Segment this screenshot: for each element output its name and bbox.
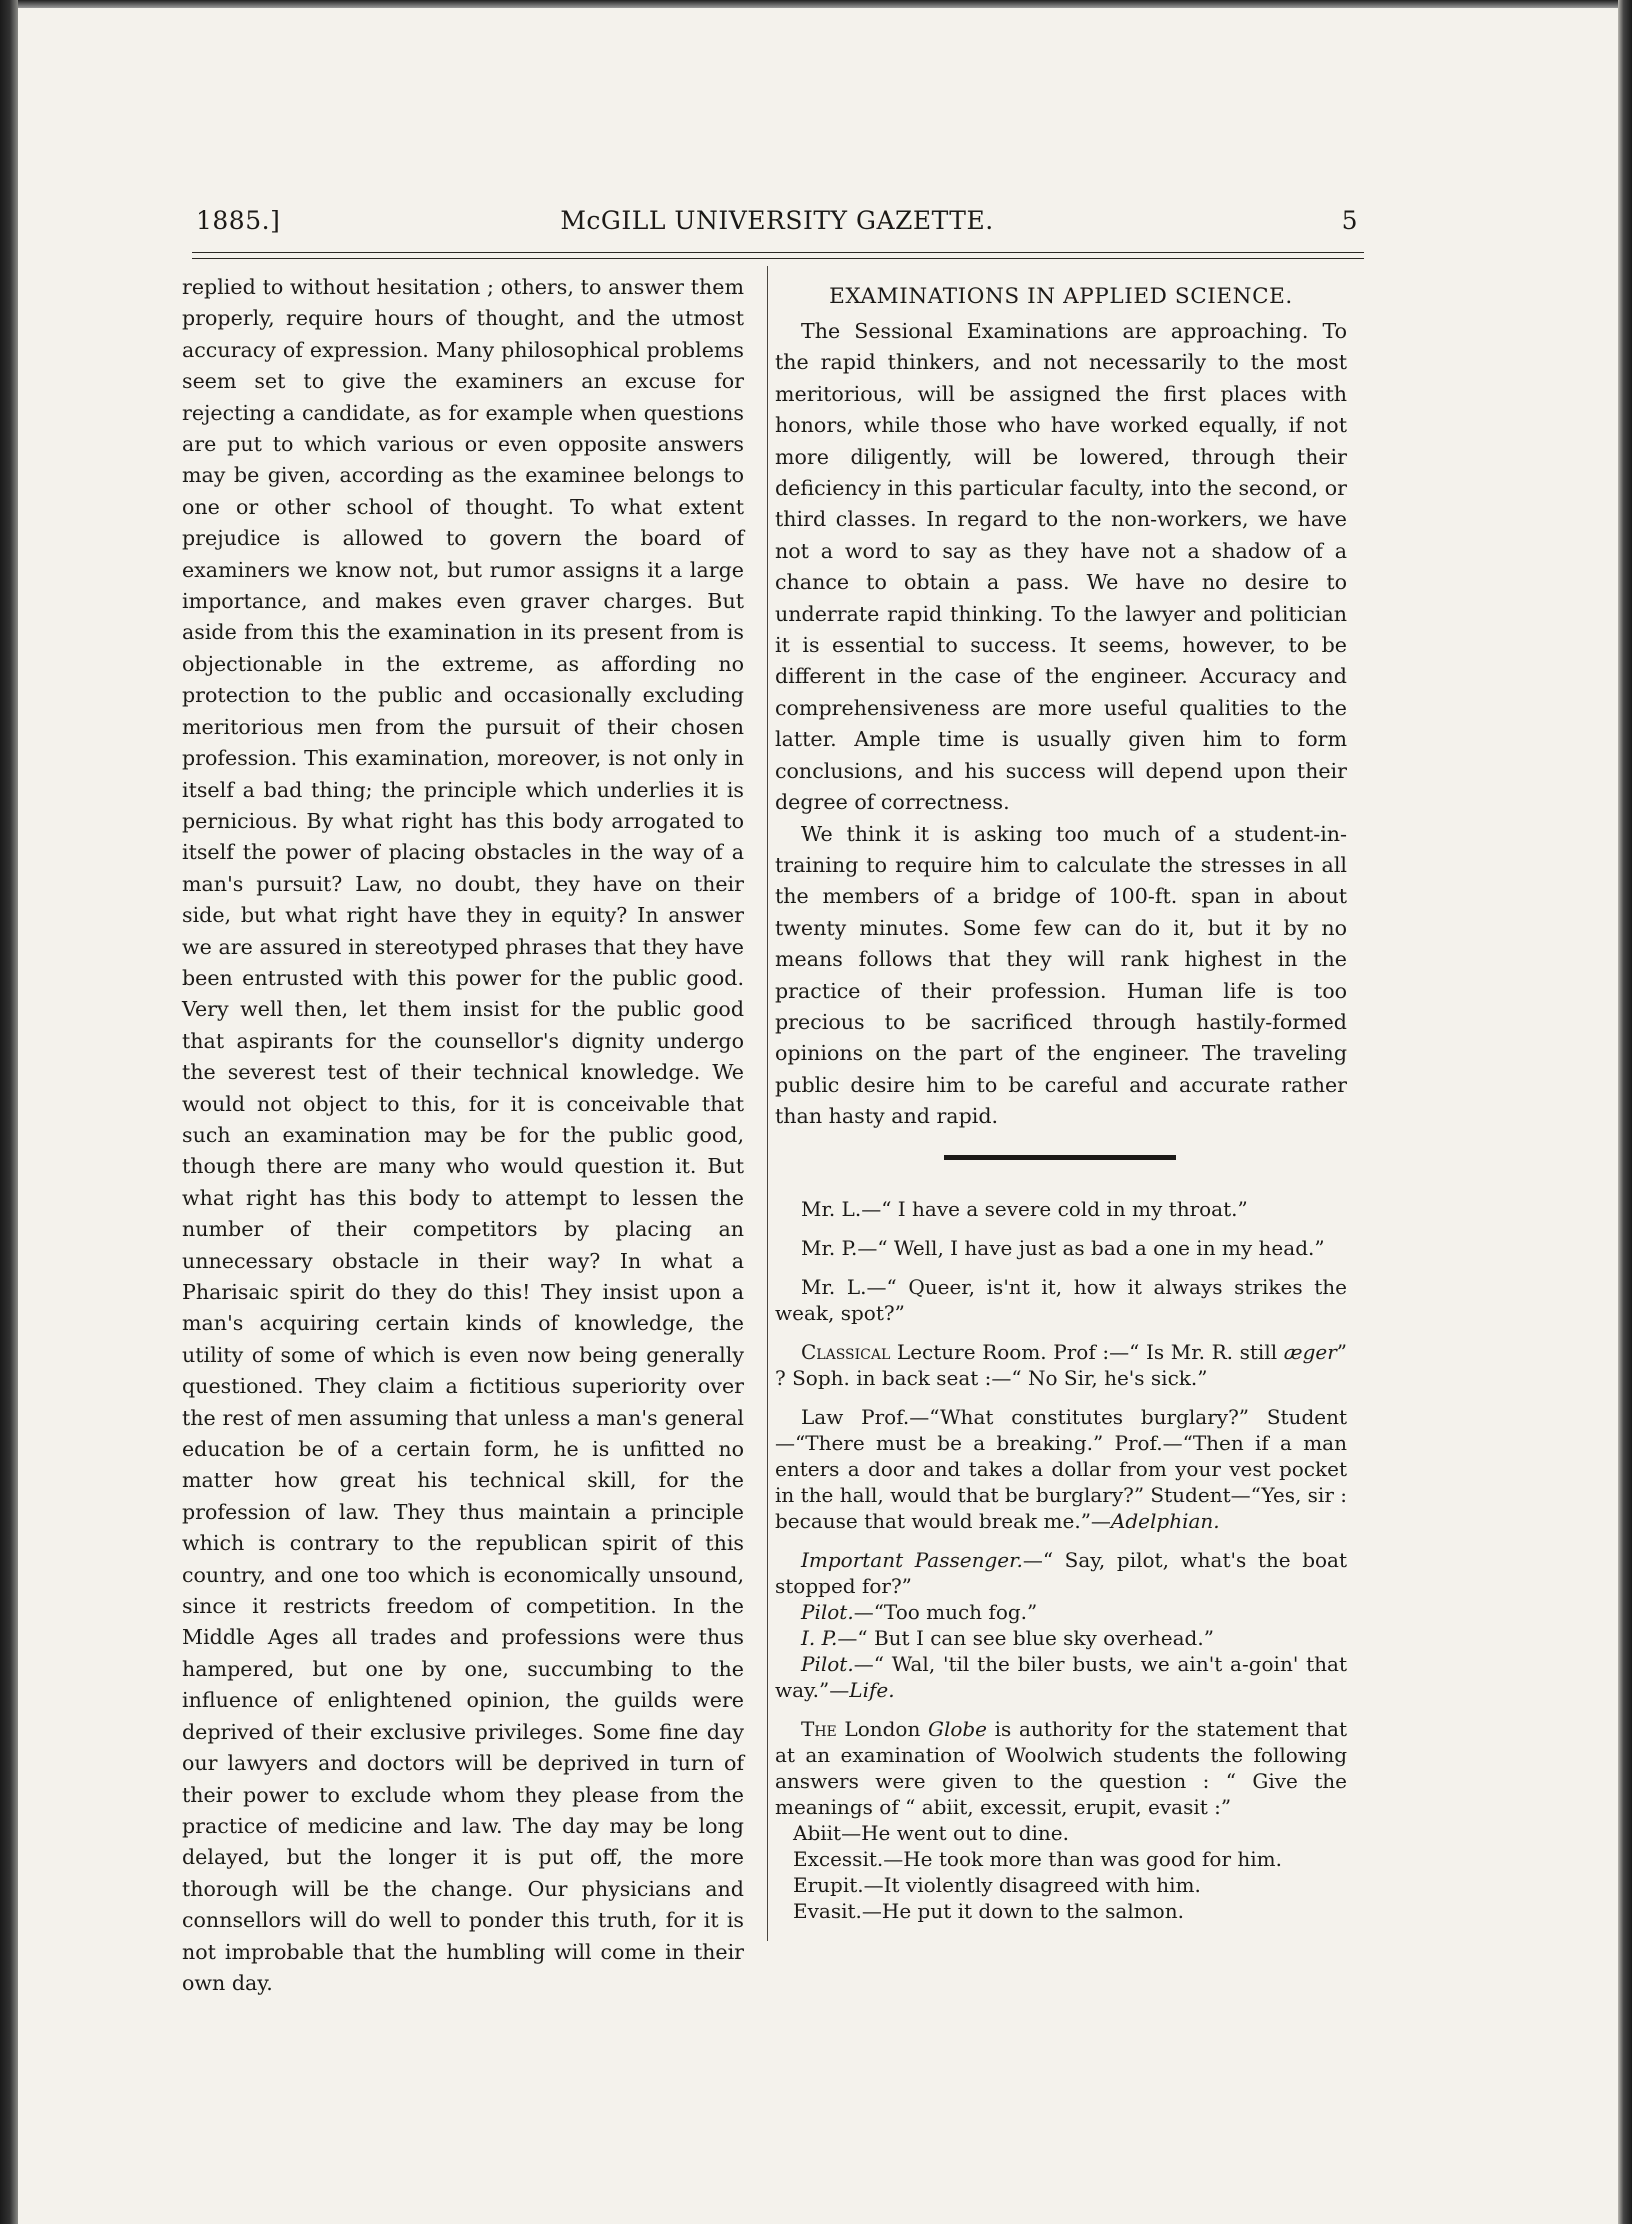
joke-globe: [775, 1716, 1347, 1820]
classical-aeger: æger: [1283, 1339, 1337, 1364]
globe-answer: Abiit—He went out to dine.: [793, 1820, 1069, 1845]
pilot-a2: —“ Wal, 'til the biler busts, we ain't a-goin' that way.”—: [775, 1651, 1347, 1702]
pilot-q1: —“ Say, pilot, what's the boat stopped for?”: [775, 1547, 1348, 1598]
pilot-name-2: Pilot.: [801, 1651, 854, 1676]
pilot-name-1: Pilot.: [801, 1599, 854, 1624]
joke-classical: [775, 1339, 1347, 1391]
joke-pilot-line-1: [775, 1547, 1347, 1599]
page-number: 5: [1341, 206, 1358, 235]
article-paragraph-2: We think it is asking too much of a student-in-training to require him to calculate the stresses in all the members of a bridge of 100-ft. span in about twenty minutes. Some few can do it, but it by no means follows that they will rank highest in the practice of their profession. Human life is too precious to be sacrificed through hastily-formed opinions on the part of the engineer. The traveling public desire him to be careful and accurate rather than hasty and rapid.: [775, 821, 1347, 1129]
globe-name: Globe: [927, 1716, 988, 1741]
header-rule-bottom: [192, 258, 1364, 259]
pilot-q2: —“ But I can see blue sky overhead.”: [837, 1625, 1214, 1650]
joke-cold-line-2: Mr. P.—“ Well, I have just as bad a one in my head.”: [801, 1235, 1325, 1260]
gazette-title: McGILL UNIVERSITY GAZETTE.: [560, 206, 994, 235]
issue-year: 1885.]: [196, 206, 281, 235]
globe-the: The: [801, 1716, 837, 1741]
left-column-paragraph: replied to without hesitation ; others, to answer them properly, require hours of thought, and the utmost accuracy of expression. Many philosophical problems seem set to give the examiners an excuse for rejecting a candidate, as for example when questions are put to which various or even opposite answers may be given, according as the examinee belongs to one or other school of thought. To what extent prejudice is allowed to govern the board of examiners we know not, but rumor assigns it a large importance, and makes even graver charges. But aside from this the examination in its present from is objectionable in the extreme, as affording no protection to the public and occasionally excluding meritorious men from the pursuit of their chosen profession. This examination, moreover, is not only in itself a bad thing; the principle which underlies it is pernicious. By what right has this body arrogated to itself the power of placing obstacles in the way of a man's pursuit? Law, no doubt, they have on their side, but what right have they in equity? In answer we are assured in stereotyped phrases that they have been entrusted with this power for the public good. Very well then, let them insist for the public good that aspirants for the counsellor's dignity undergo the severest test of their technical knowledge. We would not object to this, for it is conceivable that such an examination may be for the public good, though there are many who would question it. But what right has this body to attempt to lessen the number of their competitors by placing an unnecessary obstacle in their way? In what a Pharisaic spirit do they do this! They insist upon a man's acquiring certain kinds of knowledge, the utility of some of which is even now being generally questioned. They claim a fictitious superiority over the rest of men assuming that unless a man's general education be of a certain form, he is unfitted no matter how great his technical skill, for the profession of law. They thus maintain a principle which is contrary to the republican spirit of this country, and one too which is economically unsound, since it restricts freedom of competition. In the Middle Ages all trades and professions were thus hampered, but one by one, succumbing to the influence of enlightened opinion, the guilds were deprived of their exclusive privileges. Some fine day our lawyers and doctors will be deprived in turn of their power to exclude whom they please from the practice of medicine and law. The day may be long delayed, but the longer it is put off, the more thorough will be the change. Our physicians and connsellors will do well to ponder this truth, for it is not improbable that the humbling will come in their own day.: [182, 275, 744, 1995]
joke-pilot-line-3: [775, 1625, 1347, 1651]
running-header: [196, 206, 1358, 246]
jokes-section: [775, 1196, 1347, 1924]
joke-cold-line-3: Mr. L.—“ Queer, is'nt it, how it always strikes the weak, spot?”: [775, 1274, 1347, 1325]
article-paragraph-1: The Sessional Examinations are approaching. To the rapid thinkers, and not necessarily to the most meritorious, will be assigned the first places with honors, while those who have worked equally, if not more diligently, will be lowered, through their deficiency in this particular faculty, into the second, or third classes. In regard to the non-workers, we have not a word to say as they have not a shadow of a chance to obtain a pass. We have no desire to underrate rapid thinking. To the lawyer and politician it is essential to success. It seems, however, to be different in the case of the engineer. Accuracy and comprehensiveness are more useful qualities to the latter. Ample time is usually given him to form conclusions, and his success will depend upon their degree of correctness.: [775, 319, 1347, 815]
pilot-a1: —“Too much fog.”: [853, 1599, 1038, 1624]
globe-rest: is authority for the statement that at an examination of Woolwich students the following answers were given to the question : “ Give the meanings of “ abiit, excessit, erupit, evasit :”: [775, 1716, 1347, 1819]
left-column: [182, 272, 744, 1999]
pilot-passenger: Important Passenger.: [801, 1547, 1023, 1572]
globe-answer: Evasit.—He put it down to the salmon.: [793, 1898, 1184, 1923]
law-text: Law Prof.—“What constitutes burglary?” Student—“There must be a breaking.” Prof.—“Then if a man enters a door and takes a dollar from your vest pocket in the hall, would that be burglary?” Student—“Yes, sir : because that would break me.”—: [775, 1404, 1347, 1533]
column-divider: [767, 266, 768, 1941]
classical-end: ” ? Soph. in back seat :—“ No Sir, he's sick.”: [775, 1339, 1347, 1390]
globe-answer: Erupit.—It violently disagreed with him.: [793, 1872, 1201, 1897]
right-column: [775, 272, 1347, 1924]
classical-lead: Classical: [801, 1339, 891, 1364]
globe-london: London: [836, 1716, 928, 1741]
header-rule-top: [192, 252, 1364, 253]
page-top-edge: [0, 0, 1632, 8]
page-left-edge: [0, 0, 18, 2224]
classical-rest: Lecture Room. Prof :—“ Is Mr. R. still: [890, 1339, 1284, 1364]
section-title: EXAMINATIONS IN APPLIED SCIENCE.: [829, 284, 1293, 309]
joke-pilot-line-4: [775, 1651, 1347, 1703]
page-right-edge: [1618, 0, 1632, 2224]
pilot-ip: I. P.: [801, 1625, 838, 1650]
joke-cold-line-1: Mr. L.—“ I have a severe cold in my throat.”: [801, 1196, 1248, 1221]
section-separator: [944, 1155, 1176, 1160]
pilot-source: Life.: [849, 1677, 895, 1702]
law-source: Adelphian.: [1110, 1508, 1220, 1533]
joke-pilot-line-2: [775, 1599, 1347, 1625]
globe-answer: Excessit.—He took more than was good for him.: [793, 1846, 1282, 1871]
joke-law: [775, 1404, 1347, 1534]
